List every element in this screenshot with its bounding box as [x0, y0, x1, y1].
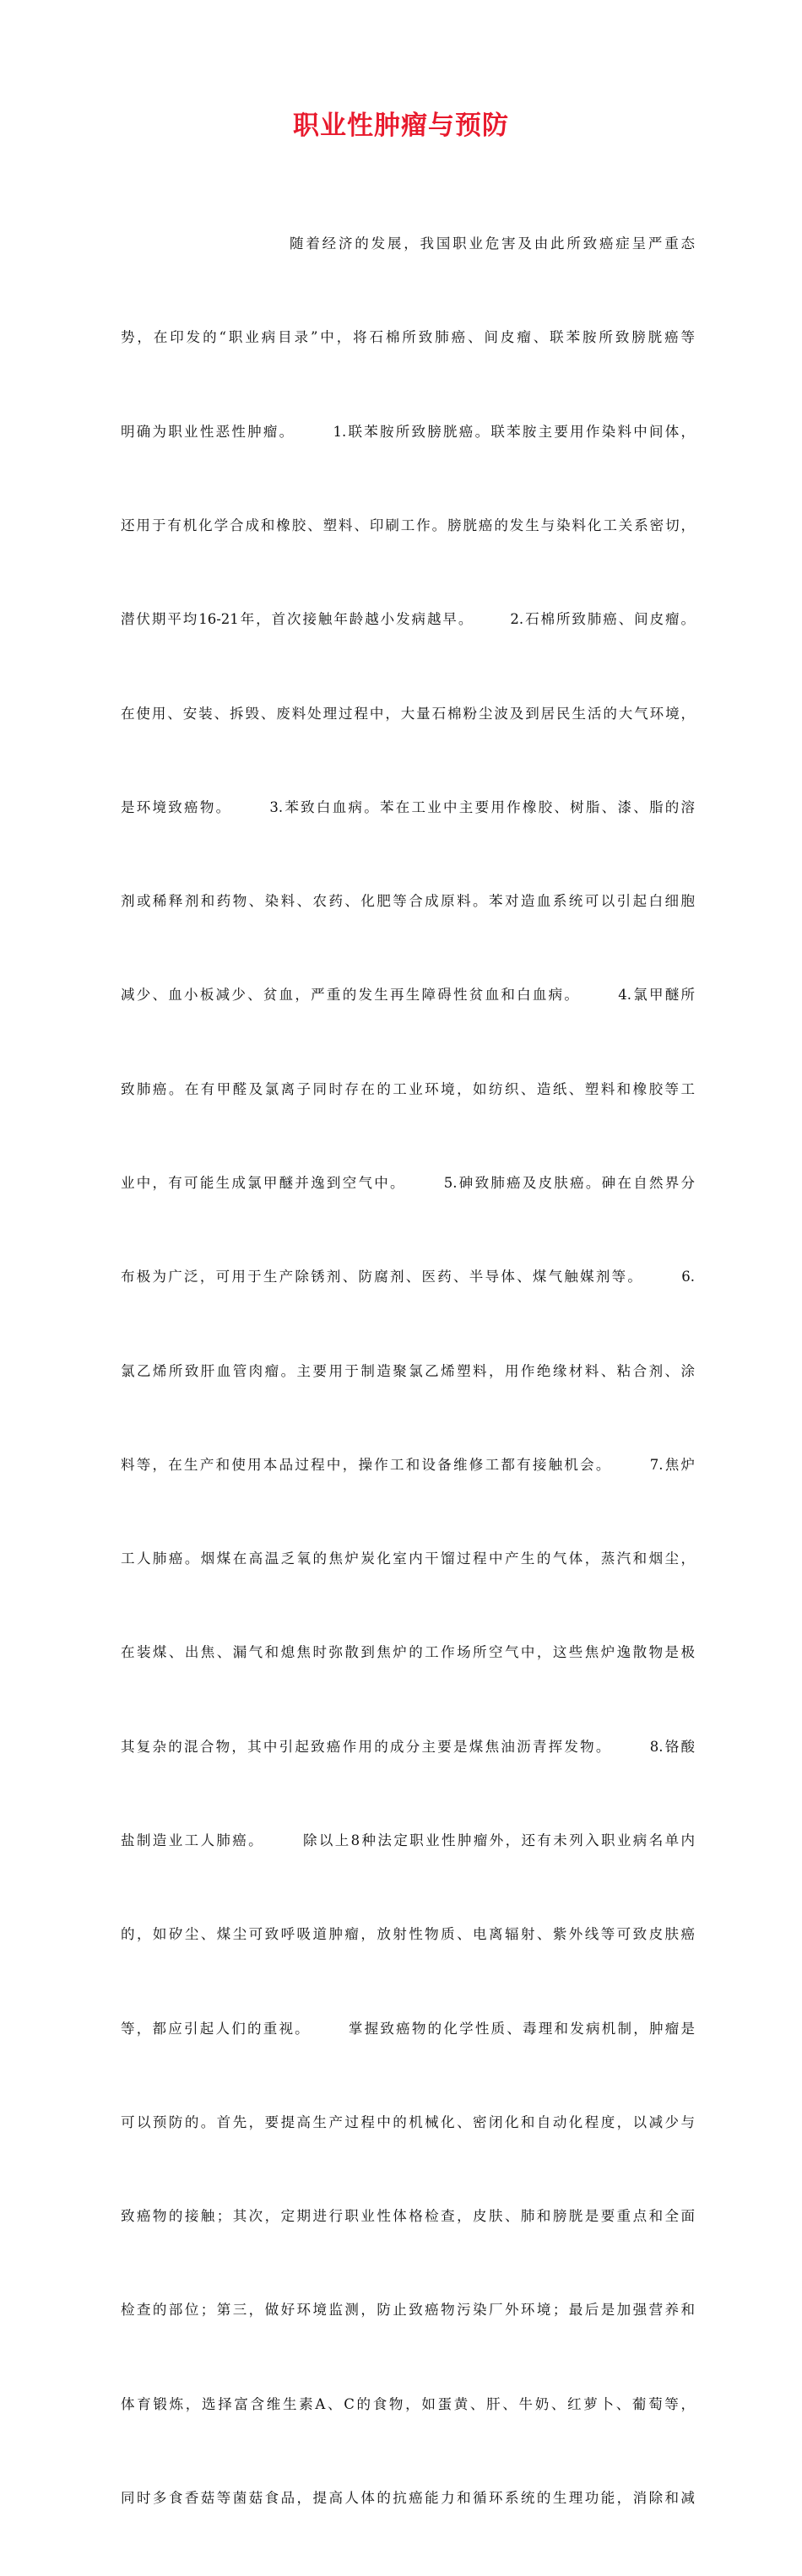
- body-line: 料等，在生产和使用本品过程中，操作工和设备维修工都有接触机会。 7.焦炉: [121, 1456, 695, 1473]
- body-line: 还用于有机化学合成和橡胶、塑料、印刷工作。膀胱癌的发生与染料化工关系密切，: [121, 517, 695, 534]
- body-line: 势，在印发的“职业病目录”中，将石棉所致肺癌、间皮瘤、联苯胺所致膀胱癌等: [121, 329, 695, 346]
- body-line: 是环境致癌物。 3.苯致白血病。苯在工业中主要用作橡胶、树脂、漆、脂的溶: [121, 798, 695, 815]
- body-line: 减少、血小板减少、贫血，严重的发生再生障碍性贫血和白血病。 4.氯甲醚所: [121, 987, 695, 1004]
- document-body: [121, 165, 695, 2576]
- body-line: 同时多食香菇等菌菇食品，提高人体的抗癌能力和循环系统的生理功能，消除和减: [121, 2489, 695, 2506]
- body-line: 随着经济的发展，我国职业危害及由此所致癌症呈严重态: [290, 235, 695, 252]
- body-line: 其复杂的混合物，其中引起致癌作用的成分主要是煤焦油沥青挥发物。 8.铬酸: [121, 1738, 695, 1755]
- body-line: 在使用、安装、拆毁、废料处理过程中，大量石棉粉尘波及到居民生活的大气环境，: [121, 705, 695, 722]
- body-line: 布极为广泛，可用于生产除锈剂、防腐剂、医药、半导体、煤气触媒剂等。 6.: [121, 1269, 695, 1285]
- body-line: 氯乙烯所致肝血管肉瘤。主要用于制造聚氯乙烯塑料，用作绝缘材料、粘合剂、涂: [121, 1362, 695, 1379]
- body-line: 工人肺癌。烟煤在高温乏氧的焦炉炭化室内干馏过程中产生的气体，蒸汽和烟尘，: [121, 1550, 695, 1567]
- body-line: 体育锻炼，选择富含维生素A、C的食物，如蛋黄、肝、牛奶、红萝卜、葡萄等，: [121, 2395, 695, 2412]
- body-line: 致癌物的接触；其次，定期进行职业性体格检查，皮肤、肺和膀胱是要重点和全面: [121, 2208, 695, 2225]
- body-line: 剂或稀释剂和药物、染料、农药、化肥等合成原料。苯对造血系统可以引起白细胞: [121, 893, 695, 910]
- body-line: 潜伏期平均16-21年，首次接触年龄越小发病越早。 2.石棉所致肺癌、间皮瘤。: [121, 611, 695, 628]
- body-line: 业中，有可能生成氯甲醚并逸到空气中。 5.砷致肺癌及皮肤癌。砷在自然界分: [121, 1175, 695, 1191]
- body-line: 检查的部位；第三，做好环境监测，防止致癌物污染厂外环境；最后是加强营养和: [121, 2302, 695, 2319]
- body-line: 可以预防的。首先，要提高生产过程中的机械化、密闭化和自动化程度，以减少与: [121, 2113, 695, 2130]
- document-title: 职业性肿瘤与预防: [293, 111, 509, 141]
- body-line: 致肺癌。在有甲醛及氯离子同时存在的工业环境，如纺织、造纸、塑料和橡胶等工: [121, 1080, 695, 1097]
- body-line: 明确为职业性恶性肿瘤。 1.联苯胺所致膀胱癌。联苯胺主要用作染料中间体，: [121, 423, 695, 440]
- body-line: 在装煤、出焦、漏气和熄焦时弥散到焦炉的工作场所空气中，这些焦炉逸散物是极: [121, 1644, 695, 1661]
- body-line: 盐制造业工人肺癌。 除以上8种法定职业性肿瘤外，还有未列入职业病名单内: [121, 1832, 695, 1848]
- body-line: 等，都应引起人们的重视。 掌握致癌物的化学性质、毒理和发病机制，肿瘤是: [121, 2020, 695, 2037]
- body-line: 的，如矽尘、煤尘可致呼吸道肿瘤，放射性物质、电离辐射、紫外线等可致皮肤癌: [121, 1926, 695, 1943]
